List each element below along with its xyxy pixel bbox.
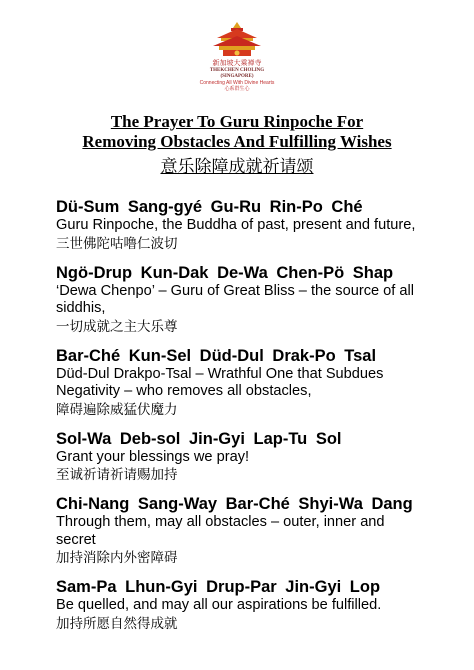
- logo-english-name: THEKCHEN CHOLING: [209, 68, 265, 73]
- verse-2: [56, 264, 426, 336]
- verse-english: Guru Rinpoche, the Buddha of past, present and future,: [56, 217, 416, 233]
- verse-chinese: 加持消除内外密障碍: [56, 550, 178, 566]
- logo: [195, 20, 279, 108]
- verse-chinese: 至诚祈请祈请赐加持: [56, 467, 178, 483]
- prayer-verses: [56, 198, 426, 644]
- verse-heading: Chi-Nang Sang-Way Bar-Ché Shyi-Wa Dang: [56, 495, 413, 513]
- page-title: [0, 112, 474, 178]
- verse-chinese: 障碍遍除威猛伏魔力: [56, 401, 178, 418]
- verse-chinese: 三世佛陀咕噜仁波切: [56, 235, 178, 252]
- verse-english: Be quelled, and may all our aspirations be fulfilled.: [56, 597, 382, 613]
- logo-country: (SINGAPORE): [220, 74, 254, 79]
- verse-english: Grant your blessings we pray!: [56, 448, 250, 465]
- logo-tagline: Connecting All With Divine Hearts: [199, 80, 275, 86]
- verse-chinese: 加持所愿自然得成就: [56, 615, 178, 632]
- verse-3: [56, 347, 426, 419]
- title-chinese: 意乐除障成就祈请颂: [160, 157, 314, 177]
- logo-chinese-name: 新加坡大乘禅寺: [212, 59, 262, 67]
- verse-english: Düd-Dul Drakpo-Tsal – Wrathful One that Subdues Negativity – who removes all obstacles,: [56, 365, 384, 399]
- verse-5: [56, 495, 426, 567]
- temple-emblem-icon: [211, 20, 263, 58]
- verse-heading: Bar-Ché Kun-Sel Düd-Dul Drak-Po Tsal: [56, 346, 377, 365]
- title-line-1: The Prayer To Guru Rinpoche For: [110, 112, 364, 131]
- verse-1: [56, 198, 426, 253]
- verse-4: [56, 430, 426, 485]
- verse-chinese: 一切成就之主大乐尊: [56, 318, 178, 335]
- verse-english: Through them, may all obstacles – outer, inner and secret: [56, 514, 385, 548]
- verse-heading: Dü-Sum Sang-gyé Gu-Ru Rin-Po Ché: [56, 198, 363, 216]
- verse-heading: Sol-Wa Deb-sol Jin-Gyi Lap-Tu Sol: [56, 429, 342, 448]
- verse-heading: Ngö-Drup Kun-Dak De-Wa Chen-Pö Shap: [56, 263, 394, 282]
- verse-heading: Sam-Pa Lhun-Gyi Drup-Par Jin-Gyi Lop: [56, 578, 381, 596]
- verse-english: ‘Dewa Chenpo’ – Guru of Great Bliss – the source of all siddhis,: [56, 282, 414, 316]
- verse-6: [56, 578, 426, 633]
- title-line-2: Removing Obstacles And Fulfilling Wishes: [82, 132, 392, 151]
- logo-tagline-chinese: 心系群生心: [224, 86, 250, 92]
